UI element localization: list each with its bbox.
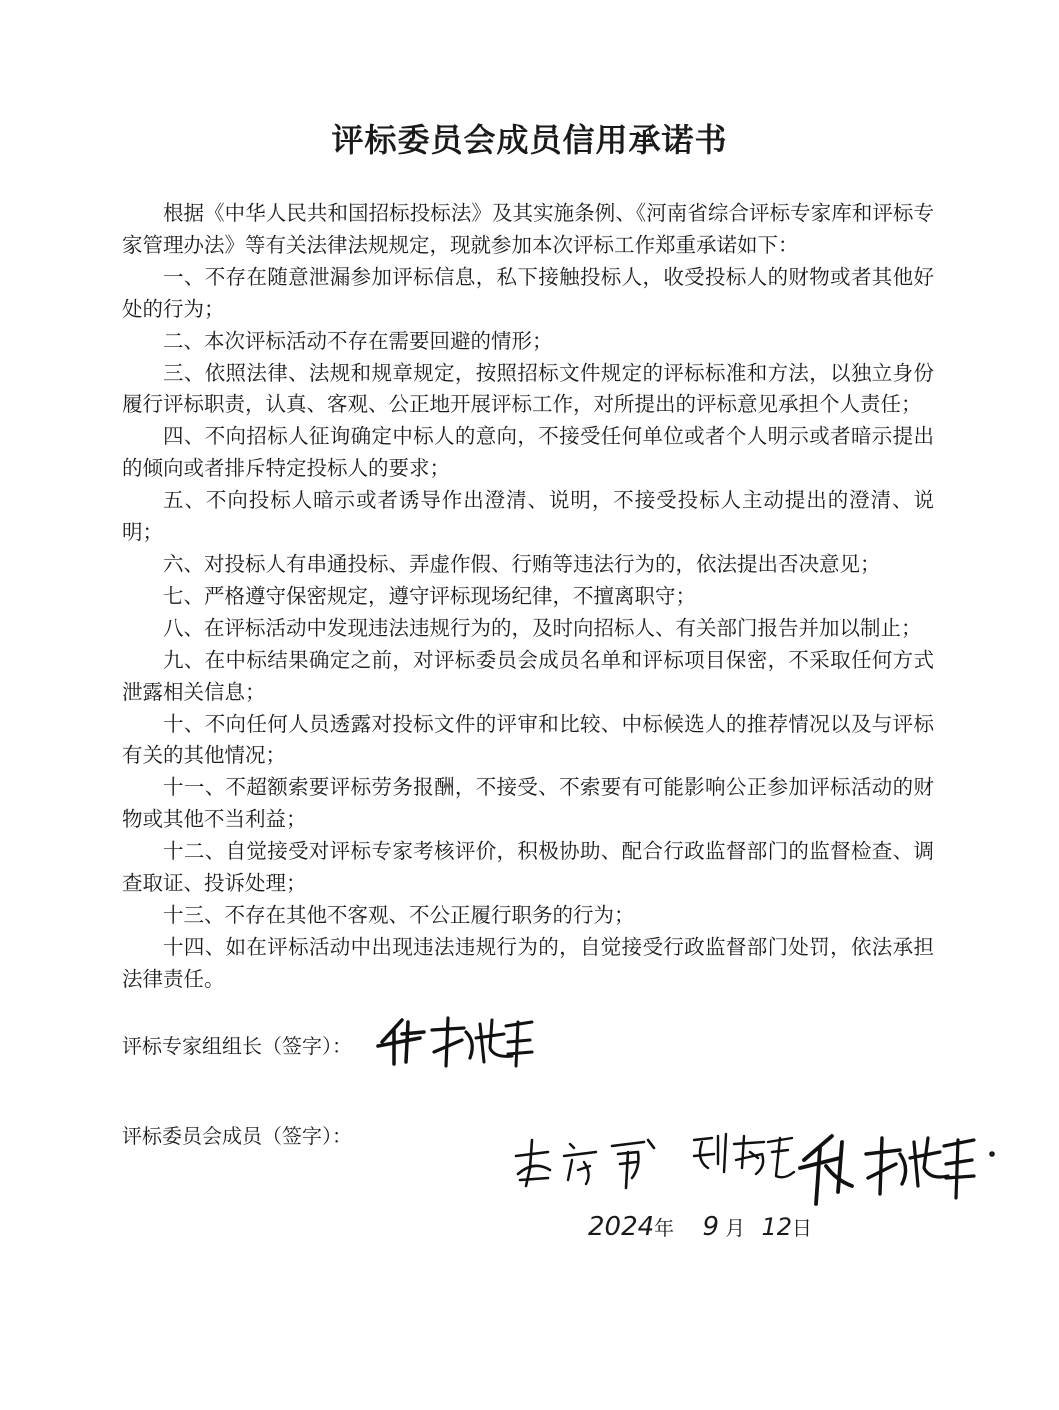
member-signature-1 [508,1134,668,1190]
date-month: 9 [702,1212,720,1242]
pledge-item-5: 五、不向投标人暗示或者诱导作出澄清、说明，不接受投标人主动提出的澄清、说明； [122,488,934,545]
date-year-unit: 年 [654,1216,675,1240]
signing-date [588,1212,812,1242]
pledge-item-3: 三、依照法律、法规和规章规定，按照招标文件规定的评标标准和方法，以独立身份履行评标职责，认真、客观、公正地开展评标工作，对所提出的评标意见承担个人责任； [122,360,934,417]
pledge-item-2: 二、本次评标活动不存在需要回避的情形； [163,328,553,353]
date-day: 12 [761,1213,792,1241]
pledge-item-8: 八、在评标活动中发现违法违规行为的，及时向招标人、有关部门报告并加以制止； [163,615,922,640]
leader-signature-label: 评标专家组组长（签字）： [122,1034,352,1058]
date-year: 2024 [588,1212,655,1242]
pledge-item-4: 四、不向招标人征询确定中标人的意向，不接受任何单位或者个人明示或者暗示提出的倾向或者排斥特定投标人的要求； [122,424,934,481]
pledge-item-1: 一、不存在随意泄漏参加评标信息，私下接触投标人，收受投标人的财物或者其他好处的行为； [122,264,934,321]
pledge-item-11: 十一、不超额索要评标劳务报酬，不接受、不索要有可能影响公正参加评标活动的财物或其他不当利益； [122,775,934,832]
pledge-item-13: 十三、不存在其他不客观、不公正履行职务的行为； [163,902,635,927]
leader-signature-row [122,1030,352,1059]
pledge-item-12: 十二、自觉接受对评标专家考核评价，积极协助、配合行政监督部门的监督检查、调查取证、投诉处理； [122,839,934,896]
members-signature-label: 评标委员会成员（签字）： [122,1124,352,1148]
date-month-unit: 月 [725,1216,746,1240]
intro-paragraph: 根据《中华人民共和国招标投标法》及其实施条例、《河南省综合评标专家库和评标专家管理办法》等有关法律法规规定，现就参加本次评标工作郑重承诺如下： [122,201,934,257]
pledge-item-7: 七、严格遵守保密规定，遵守评标现场纪律，不擅离职守； [163,583,696,608]
member-signature-2 [688,1128,798,1184]
pledge-item-6: 六、对投标人有串通投标、弄虚作假、行贿等违法行为的，依法提出否决意见； [163,551,881,576]
pledge-item-9: 九、在中标结果确定之前，对评标委员会成员名单和评标项目保密，不采取任何方式泄露相关信息； [122,647,934,704]
pledge-item-14: 十四、如在评标活动中出现违法违规行为的，自觉接受行政监督部门处罚，依法承担法律责任。 [122,934,934,991]
document-body [122,198,934,996]
leader-handwritten-signature [372,1012,542,1072]
date-day-unit: 日 [791,1216,812,1240]
members-signature-row [122,1120,352,1149]
pledge-item-10: 十、不向任何人员透露对投标文件的评审和比较、中标候选人的推荐情况以及与评标有关的其他情况； [122,711,934,768]
document-title: 评标委员会成员信用承诺书 [331,121,728,159]
member-signature-3 [796,1128,1006,1208]
